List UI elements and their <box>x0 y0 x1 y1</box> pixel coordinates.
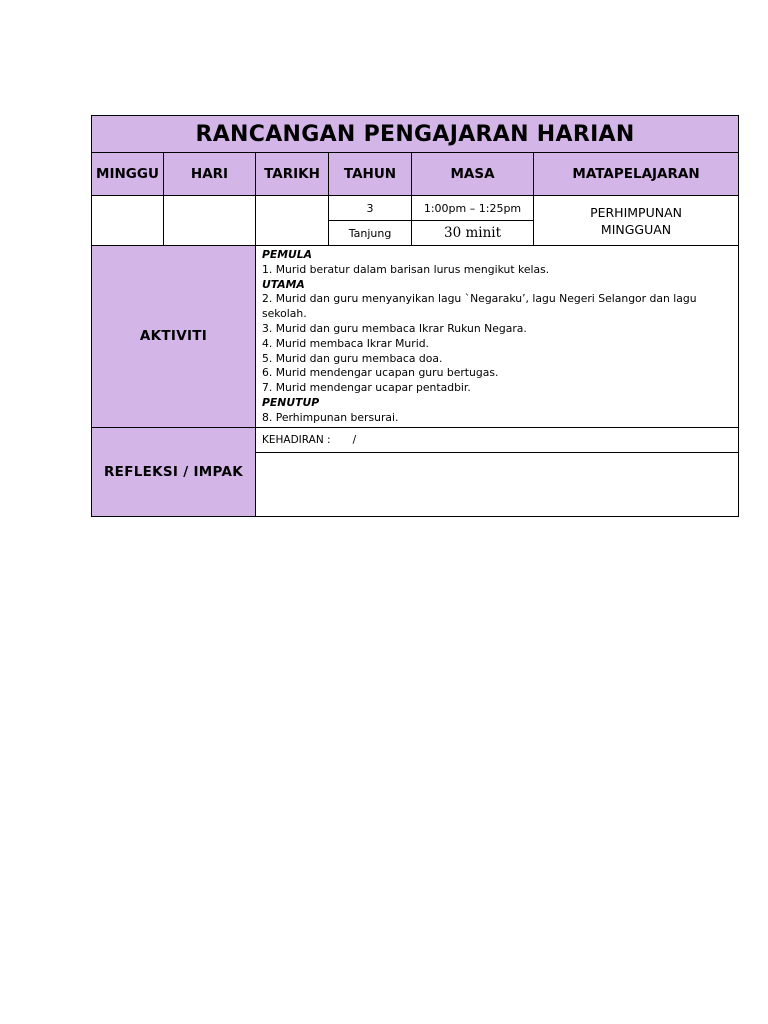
activity-step: 1. Murid beratur dalam barisan lurus mengikut kelas. <box>262 262 550 276</box>
tarikh-value[interactable] <box>256 196 329 246</box>
minggu-value[interactable] <box>92 196 164 246</box>
activity-step: 7. Murid mendengar ucapar pentadbir. <box>262 381 471 395</box>
refleksi-notes[interactable] <box>256 452 739 516</box>
activity-step: 3. Murid dan guru membaca Ikrar Rukun Negara. <box>262 321 527 335</box>
utama-heading: UTAMA <box>262 277 305 291</box>
subject-value[interactable] <box>534 196 739 246</box>
activity-step: 8. Perhimpunan bersurai. <box>262 410 399 424</box>
header-masa: MASA <box>412 153 534 196</box>
duration-value[interactable]: 30 minit <box>412 221 534 246</box>
masa-value[interactable]: 1:00pm – 1:25pm <box>412 196 534 221</box>
hari-value[interactable] <box>164 196 256 246</box>
kelas-value[interactable]: Tanjung <box>329 221 412 246</box>
page-title: RANCANGAN PENGAJARAN HARIAN <box>92 116 739 153</box>
pemula-heading: PEMULA <box>262 248 313 261</box>
header-matapelajaran: MATAPELAJARAN <box>534 153 739 196</box>
lesson-plan-table <box>91 115 739 517</box>
subject-line-1: PERHIMPUNAN <box>590 204 682 220</box>
tahun-value[interactable]: 3 <box>329 196 412 221</box>
kehadiran-field[interactable] <box>256 427 739 452</box>
header-tahun: TAHUN <box>329 153 412 196</box>
header-hari: HARI <box>164 153 256 196</box>
penutup-heading: PENUTUP <box>262 395 320 409</box>
activity-step: 4. Murid membaca Ikrar Murid. <box>262 336 429 350</box>
aktiviti-label: AKTIVITI <box>92 246 256 428</box>
aktiviti-content[interactable] <box>256 246 739 428</box>
activity-step: 6. Murid mendengar ucapan guru bertugas. <box>262 366 499 380</box>
kehadiran-separator: / <box>352 433 357 446</box>
subject-line-2: MINGGUAN <box>600 221 672 237</box>
header-minggu: MINGGU <box>92 153 164 196</box>
refleksi-label: REFLEKSI / IMPAK <box>92 427 256 516</box>
kehadiran-label: KEHADIRAN : <box>262 433 331 446</box>
header-tarikh: TARIKH <box>256 153 329 196</box>
activity-step: 5. Murid dan guru membaca doa. <box>262 351 443 365</box>
activity-step: 2. Murid dan guru menyanyikan lagu `Negaraku’, lagu Negeri Selangor dan lagu sekolah. <box>262 292 697 321</box>
